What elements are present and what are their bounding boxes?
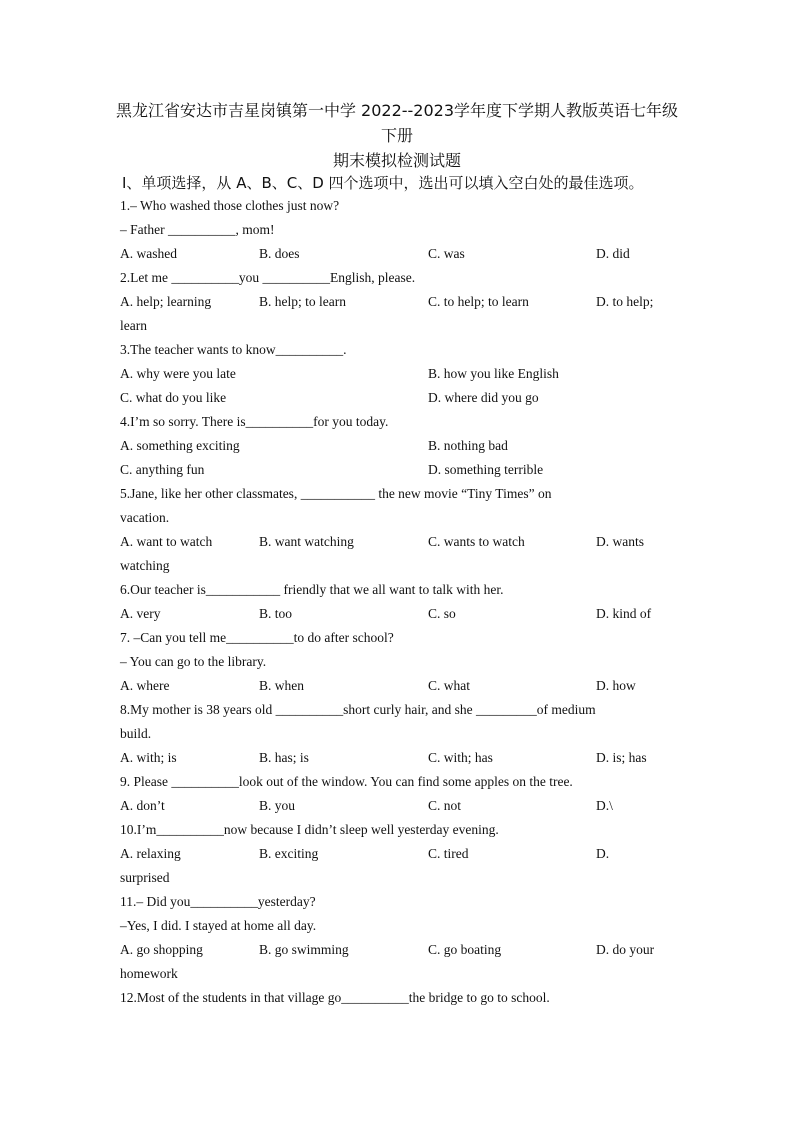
q5-option-a: A. want to watch: [120, 534, 213, 549]
q7-option-b: B. when: [259, 678, 304, 693]
question-1-stem: 1.– Who washed those clothes just now?: [120, 198, 340, 213]
question-7-stem: 7. –Can you tell me__________to do after school?: [120, 630, 394, 645]
q4-option-c: C. anything fun: [120, 462, 205, 477]
q10-option-c: C. tired: [428, 846, 469, 861]
q8-option-a: A. with; is: [120, 750, 177, 765]
question-5-stem-2: vacation.: [120, 510, 170, 525]
question-5-stem: 5.Jane, like her other classmates, ___________ the new movie “Tiny Times” on: [120, 486, 552, 501]
q10-option-d: D.: [596, 846, 610, 861]
q5-option-d: D. wants: [596, 534, 644, 549]
q3-option-c: C. what do you like: [120, 390, 227, 405]
q4-option-b: B. nothing bad: [428, 438, 508, 453]
q11-option-c: C. go boating: [428, 942, 502, 957]
q5-option-c: C. wants to watch: [428, 534, 525, 549]
question-9-stem: 9. Please __________look out of the window. You can find some apples on the tree.: [120, 774, 573, 789]
title-line-2: 下册: [380, 126, 413, 145]
q9-option-a: A. don’t: [120, 798, 165, 813]
q9-option-c: C. not: [428, 798, 462, 813]
question-3-stem: 3.The teacher wants to know__________.: [120, 342, 347, 357]
question-8-stem-2: build.: [120, 726, 152, 741]
q1-option-a: A. washed: [120, 246, 177, 261]
q5-option-d-continued: watching: [120, 558, 170, 573]
title-line-1: 黑龙江省安达市吉星岗镇第一中学 2022--2023学年度下学期人教版英语七年级: [115, 101, 679, 120]
q8-option-c: C. with; has: [428, 750, 493, 765]
question-1-stem-2: – Father __________, mom!: [120, 222, 275, 237]
q4-option-d: D. something terrible: [428, 462, 544, 477]
q6-option-c: C. so: [428, 606, 456, 621]
q11-option-a: A. go shopping: [120, 942, 203, 957]
q3-option-a: A. why were you late: [120, 366, 236, 381]
q2-option-d: D. to help;: [596, 294, 654, 309]
q7-option-c: C. what: [428, 678, 470, 693]
q2-option-d-continued: learn: [120, 318, 147, 333]
q2-option-a: A. help; learning: [120, 294, 212, 309]
q8-option-d: D. is; has: [596, 750, 647, 765]
q8-option-b: B. has; is: [259, 750, 309, 765]
question-10-stem: 10.I’m__________now because I didn’t sleep well yesterday evening.: [120, 822, 499, 837]
q7-option-a: A. where: [120, 678, 170, 693]
q2-option-c: C. to help; to learn: [428, 294, 529, 309]
q9-option-b: B. you: [259, 798, 296, 813]
q1-option-b: B. does: [259, 246, 300, 261]
q6-option-a: A. very: [120, 606, 161, 621]
q11-option-b: B. go swimming: [259, 942, 349, 957]
q10-option-a: A. relaxing: [120, 846, 181, 861]
q4-option-a: A. something exciting: [120, 438, 240, 453]
q10-option-b: B. exciting: [259, 846, 319, 861]
q1-option-c: C. was: [428, 246, 465, 261]
q7-option-d: D. how: [596, 678, 636, 693]
q6-option-d: D. kind of: [596, 606, 652, 621]
q2-option-b: B. help; to learn: [259, 294, 346, 309]
q5-option-b: B. want watching: [259, 534, 354, 549]
title-line-3: 期末模拟检测试题: [332, 151, 461, 170]
q3-option-b: B. how you like English: [428, 366, 559, 381]
question-8-stem: 8.My mother is 38 years old __________short curly hair, and she _________of medium: [120, 702, 596, 717]
q10-option-d-continued: surprised: [120, 870, 170, 885]
section-heading: Ⅰ、单项选择，从 A、B、C、D 四个选项中，选出可以填入空白处的最佳选项。: [122, 174, 644, 192]
question-4-stem: 4.I’m so sorry. There is__________for you today.: [120, 414, 389, 429]
question-11-stem-2: –Yes, I did. I stayed at home all day.: [120, 918, 317, 933]
q1-option-d: D. did: [596, 246, 630, 261]
question-6-stem: 6.Our teacher is___________ friendly that we all want to talk with her.: [120, 582, 504, 597]
q6-option-b: B. too: [259, 606, 293, 621]
q3-option-d: D. where did you go: [428, 390, 539, 405]
question-12-stem: 12.Most of the students in that village go__________the bridge to go to school.: [120, 990, 550, 1005]
q11-option-d: D. do your: [596, 942, 655, 957]
question-11-stem: 11.– Did you__________yesterday?: [120, 894, 316, 909]
question-2-stem: 2.Let me __________you __________English, please.: [120, 270, 416, 285]
question-7-stem-2: – You can go to the library.: [120, 654, 267, 669]
q9-option-d: D.\: [596, 798, 613, 813]
q11-option-d-continued: homework: [120, 966, 178, 981]
